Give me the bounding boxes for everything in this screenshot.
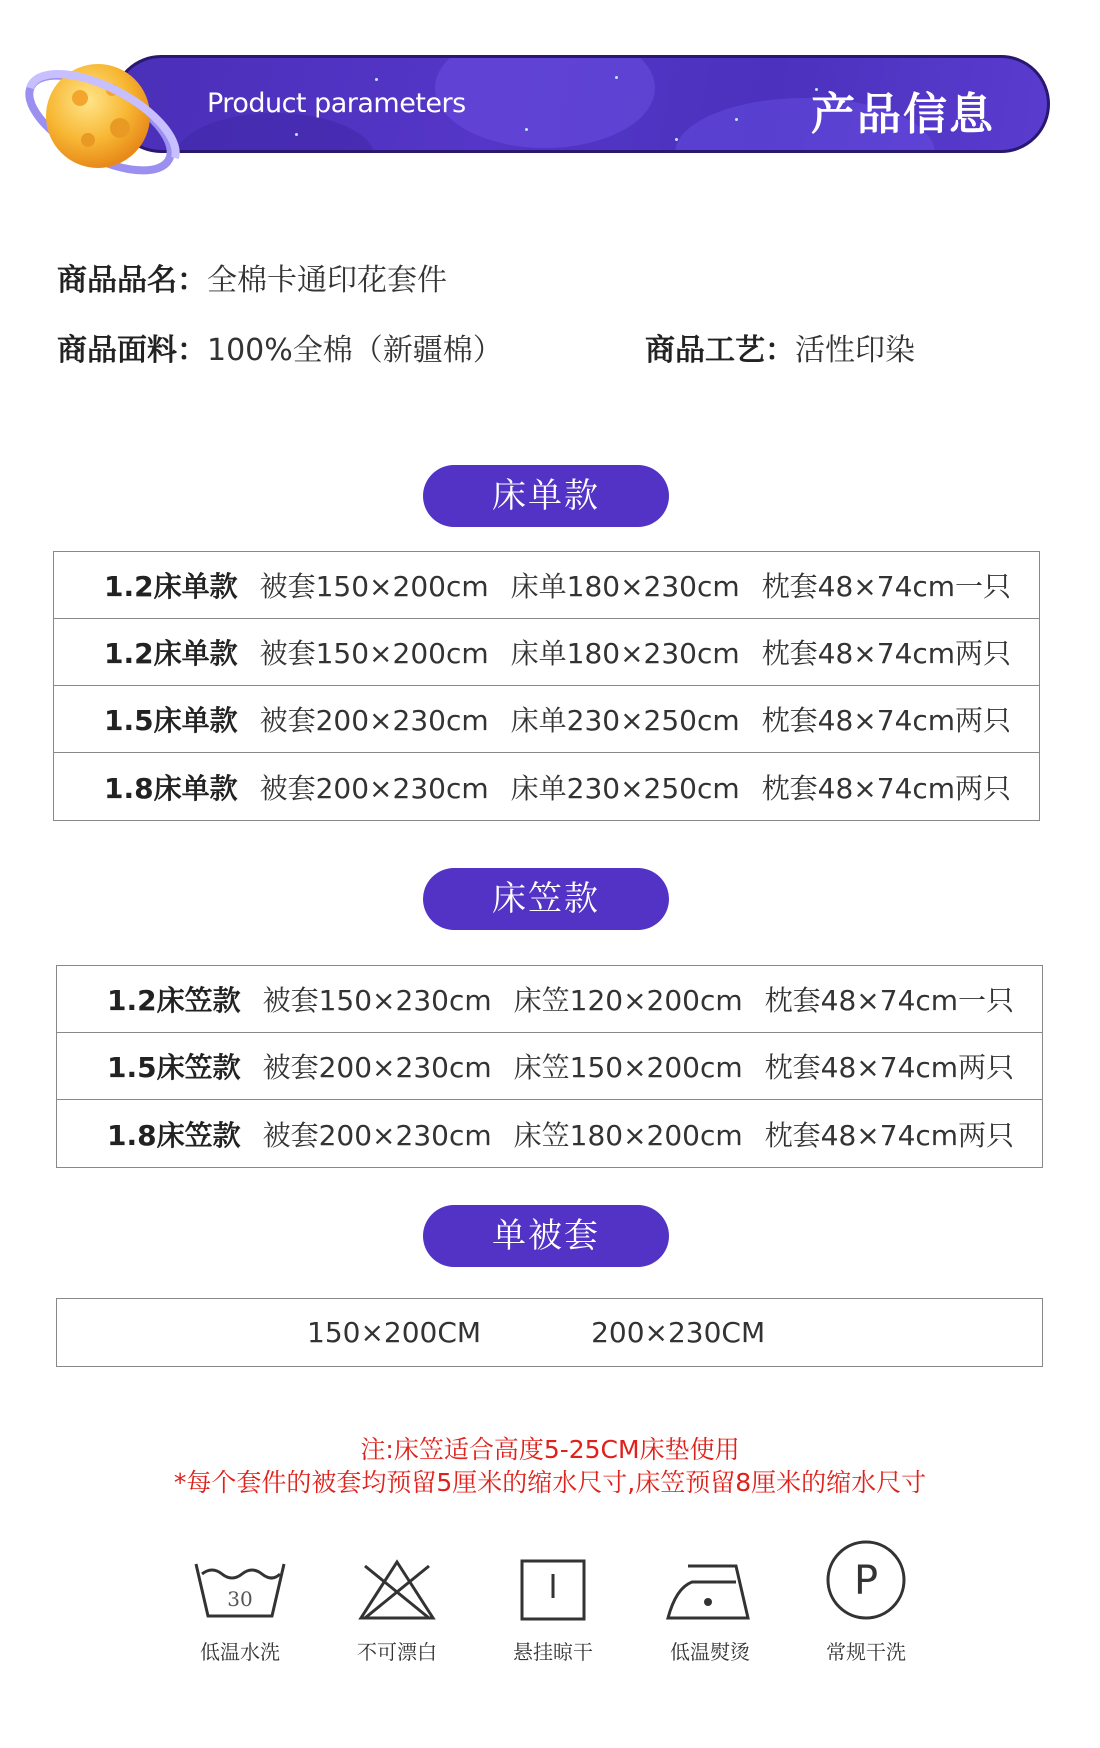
row-pillow: 枕套48×74cm两只 bbox=[761, 637, 1012, 670]
header-title-cn: 产品信息 bbox=[811, 89, 995, 140]
care-label-iron: 低温熨烫 bbox=[670, 1640, 750, 1664]
care-label-hang: 悬挂晾干 bbox=[513, 1640, 593, 1664]
row-sheet: 床单230×250cm bbox=[510, 704, 740, 737]
section-title-fitted: 床笠款 bbox=[423, 868, 669, 930]
info-name-label: 商品品名： bbox=[57, 263, 207, 298]
fitted-spec-table bbox=[56, 965, 1043, 1168]
banner-decoration bbox=[435, 55, 655, 148]
hang-dry-icon bbox=[518, 1558, 588, 1622]
planet-icon bbox=[10, 28, 180, 188]
row-sheet: 床单180×230cm bbox=[510, 637, 740, 670]
row-duvet: 被套150×230cm bbox=[262, 984, 492, 1017]
star-icon bbox=[675, 138, 678, 141]
care-item-hang bbox=[493, 1558, 613, 1665]
table-row bbox=[57, 966, 1042, 1033]
star-icon bbox=[735, 118, 738, 121]
info-name bbox=[57, 255, 447, 299]
info-craft-value: 活性印染 bbox=[795, 333, 915, 368]
banner-decoration bbox=[175, 113, 375, 153]
section-title-sheet: 床单款 bbox=[423, 465, 669, 527]
duvet-size: 200×230CM bbox=[591, 1316, 766, 1349]
info-fabric-label: 商品面料： bbox=[57, 333, 207, 368]
section-title-duvet: 单被套 bbox=[423, 1205, 669, 1267]
row-name: 1.8床单款 bbox=[104, 771, 238, 805]
row-duvet: 被套200×230cm bbox=[259, 771, 489, 805]
row-pillow: 枕套48×74cm两只 bbox=[764, 1118, 1015, 1152]
row-pillow: 枕套48×74cm一只 bbox=[764, 984, 1015, 1017]
info-craft bbox=[645, 325, 915, 369]
duvet-size: 150×200CM bbox=[307, 1316, 482, 1349]
row-duvet: 被套200×230cm bbox=[262, 1118, 492, 1152]
row-pillow: 枕套48×74cm两只 bbox=[761, 704, 1012, 737]
care-item-iron bbox=[650, 1558, 770, 1665]
info-name-value: 全棉卡通印花套件 bbox=[207, 263, 447, 298]
info-fabric-value: 100%全棉（新疆棉） bbox=[207, 333, 503, 368]
star-icon bbox=[525, 128, 528, 131]
row-sheet: 床单180×230cm bbox=[510, 570, 740, 603]
table-row bbox=[57, 1033, 1042, 1100]
header-banner bbox=[112, 55, 1050, 153]
care-item-wash bbox=[180, 1558, 300, 1665]
star-icon bbox=[615, 76, 618, 79]
row-pillow: 枕套48×74cm两只 bbox=[764, 1051, 1015, 1084]
row-name: 1.8床笠款 bbox=[107, 1118, 241, 1152]
star-icon bbox=[375, 78, 378, 81]
row-sheet: 床笠120×200cm bbox=[513, 984, 743, 1017]
row-sheet: 床单230×250cm bbox=[510, 771, 740, 805]
row-duvet: 被套200×230cm bbox=[259, 704, 489, 737]
table-row bbox=[54, 753, 1039, 820]
table-row bbox=[54, 619, 1039, 686]
care-item-dryclean bbox=[806, 1558, 926, 1665]
wash-30-icon bbox=[192, 1558, 288, 1622]
row-pillow: 枕套48×74cm一只 bbox=[761, 570, 1012, 603]
table-row bbox=[57, 1100, 1042, 1167]
table-row bbox=[54, 686, 1039, 753]
star-icon bbox=[295, 133, 298, 136]
row-pillow: 枕套48×74cm两只 bbox=[761, 771, 1012, 805]
low-iron-icon bbox=[662, 1558, 758, 1622]
sheet-spec-table bbox=[53, 551, 1040, 821]
row-name: 1.5床单款 bbox=[104, 704, 238, 737]
row-name: 1.2床笠款 bbox=[107, 984, 241, 1017]
row-duvet: 被套150×200cm bbox=[259, 637, 489, 670]
row-name: 1.2床单款 bbox=[104, 570, 238, 603]
row-duvet: 被套200×230cm bbox=[262, 1051, 492, 1084]
row-name: 1.2床单款 bbox=[104, 637, 238, 670]
duvet-spec-table bbox=[56, 1298, 1043, 1367]
table-row bbox=[57, 1299, 1042, 1366]
row-duvet: 被套150×200cm bbox=[259, 570, 489, 603]
no-bleach-icon bbox=[357, 1558, 437, 1622]
header-title-en: Product parameters bbox=[207, 88, 466, 119]
row-name: 1.5床笠款 bbox=[107, 1051, 241, 1084]
table-row bbox=[54, 552, 1039, 619]
care-label-dryclean: 常规干洗 bbox=[826, 1640, 906, 1664]
care-item-bleach bbox=[337, 1558, 457, 1665]
dry-clean-glyph: P bbox=[853, 1558, 879, 1604]
wash-temp: 30 bbox=[227, 1587, 253, 1611]
note-line-2: *每个套件的被套均预留5厘米的缩水尺寸,床笠预留8厘米的缩水尺寸 bbox=[173, 1468, 927, 1497]
care-label-wash: 低温水洗 bbox=[200, 1640, 280, 1664]
care-label-bleach: 不可漂白 bbox=[357, 1640, 437, 1664]
info-craft-label: 商品工艺： bbox=[645, 333, 795, 368]
row-sheet: 床笠180×200cm bbox=[513, 1118, 743, 1152]
note-line-1: 注:床笠适合高度5-25CM床垫使用 bbox=[360, 1435, 740, 1464]
row-sheet: 床笠150×200cm bbox=[513, 1051, 743, 1084]
dry-clean-p-icon bbox=[824, 1538, 908, 1622]
info-fabric bbox=[57, 325, 503, 369]
